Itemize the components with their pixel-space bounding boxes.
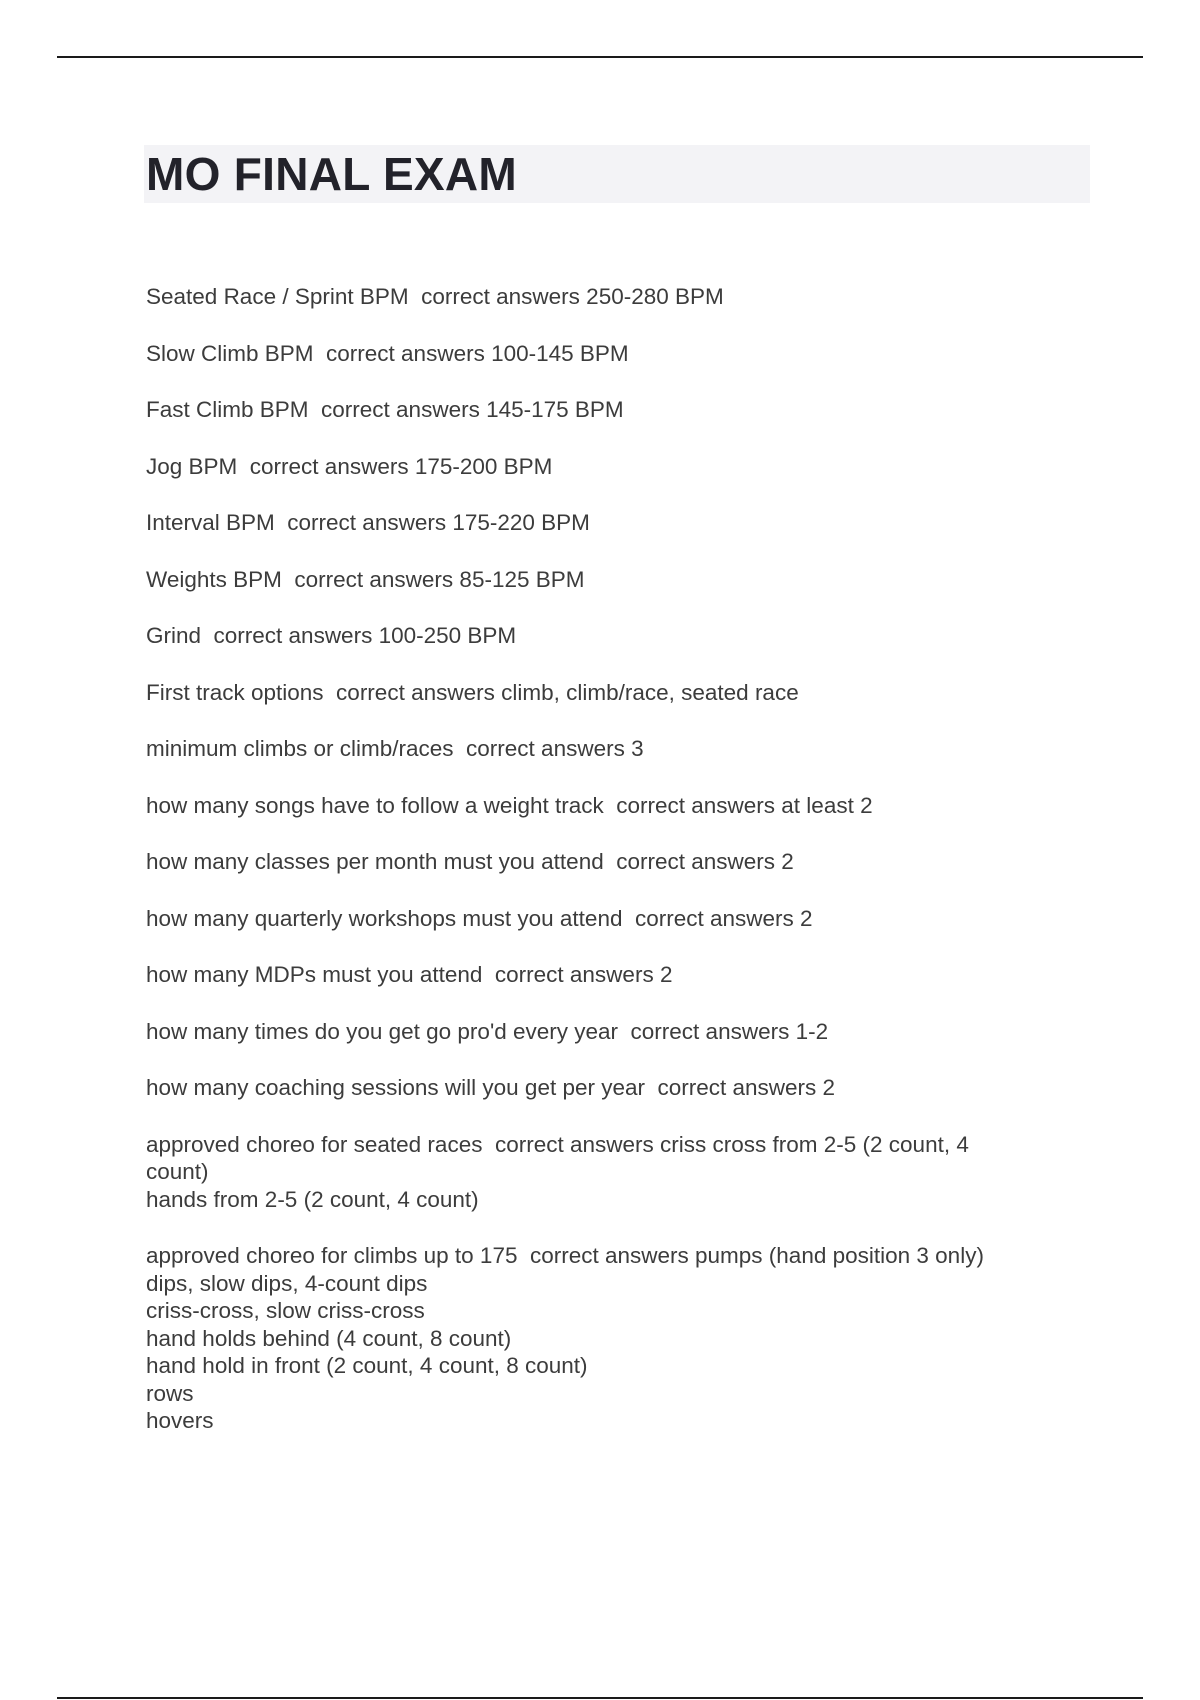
- qa-item: [146, 396, 1086, 424]
- qa-question-line: Jog BPM correct answers 175-200 BPM: [146, 453, 553, 479]
- qa-answer-line: hand holds behind (4 count, 8 count): [146, 1325, 512, 1351]
- qa-item: [146, 1018, 1086, 1046]
- qa-answer-line: count): [146, 1159, 209, 1184]
- qa-question-line: Seated Race / Sprint BPM correct answers 250-280 BPM: [146, 284, 724, 309]
- qa-answer-line: rows: [146, 1380, 194, 1406]
- qa-item: [146, 848, 1086, 876]
- qa-answer-line: hands from 2-5 (2 count, 4 count): [146, 1186, 479, 1212]
- qa-question-line: approved choreo for climbs up to 175 correct answers pumps (hand position 3 only): [146, 1243, 984, 1268]
- qa-question-line: how many MDPs must you attend correct answers 2: [146, 962, 673, 987]
- qa-item: [146, 340, 1086, 368]
- qa-item: [146, 1242, 1086, 1435]
- qa-question-line: how many times do you get go pro'd every year correct answers 1-2: [146, 1018, 829, 1044]
- qa-item: [146, 283, 1086, 311]
- qa-question-line: approved choreo for seated races correct answers criss cross from 2-5 (2 count, 4: [146, 1131, 969, 1157]
- qa-question-line: how many classes per month must you attend correct answers 2: [146, 849, 794, 874]
- qa-question-line: First track options correct answers climb, climb/race, seated race: [146, 679, 799, 705]
- bottom-divider: [57, 1697, 1143, 1699]
- qa-list: [146, 283, 1086, 1464]
- qa-question-line: how many quarterly workshops must you attend correct answers 2: [146, 905, 813, 931]
- qa-question-line: Weights BPM correct answers 85-125 BPM: [146, 566, 585, 592]
- qa-question-line: Fast Climb BPM correct answers 145-175 BPM: [146, 397, 624, 422]
- qa-question-line: how many coaching sessions will you get per year correct answers 2: [146, 1075, 836, 1100]
- qa-item: [146, 622, 1086, 650]
- qa-question-line: Grind correct answers 100-250 BPM: [146, 623, 517, 648]
- qa-item: [146, 961, 1086, 989]
- qa-item: [146, 453, 1086, 481]
- qa-item: [146, 679, 1086, 707]
- qa-answer-line: hovers: [146, 1408, 214, 1433]
- qa-answer-line: hand hold in front (2 count, 4 count, 8 count): [146, 1353, 588, 1378]
- qa-item: [146, 735, 1086, 763]
- qa-question-line: minimum climbs or climb/races correct answers 3: [146, 736, 644, 761]
- qa-question-line: Interval BPM correct answers 175-220 BPM: [146, 510, 590, 535]
- qa-item: [146, 566, 1086, 594]
- page-title: MO FINAL EXAM: [146, 148, 518, 200]
- qa-question-line: Slow Climb BPM correct answers 100-145 BPM: [146, 340, 629, 366]
- qa-question-line: how many songs have to follow a weight track correct answers at least 2: [146, 792, 873, 818]
- qa-item: [146, 509, 1086, 537]
- qa-answer-line: dips, slow dips, 4-count dips: [146, 1270, 428, 1296]
- top-divider: [57, 56, 1143, 58]
- qa-answer-line: criss-cross, slow criss-cross: [146, 1298, 425, 1323]
- qa-item: [146, 792, 1086, 820]
- qa-item: [146, 1074, 1086, 1102]
- qa-item: [146, 1131, 1086, 1214]
- qa-item: [146, 905, 1086, 933]
